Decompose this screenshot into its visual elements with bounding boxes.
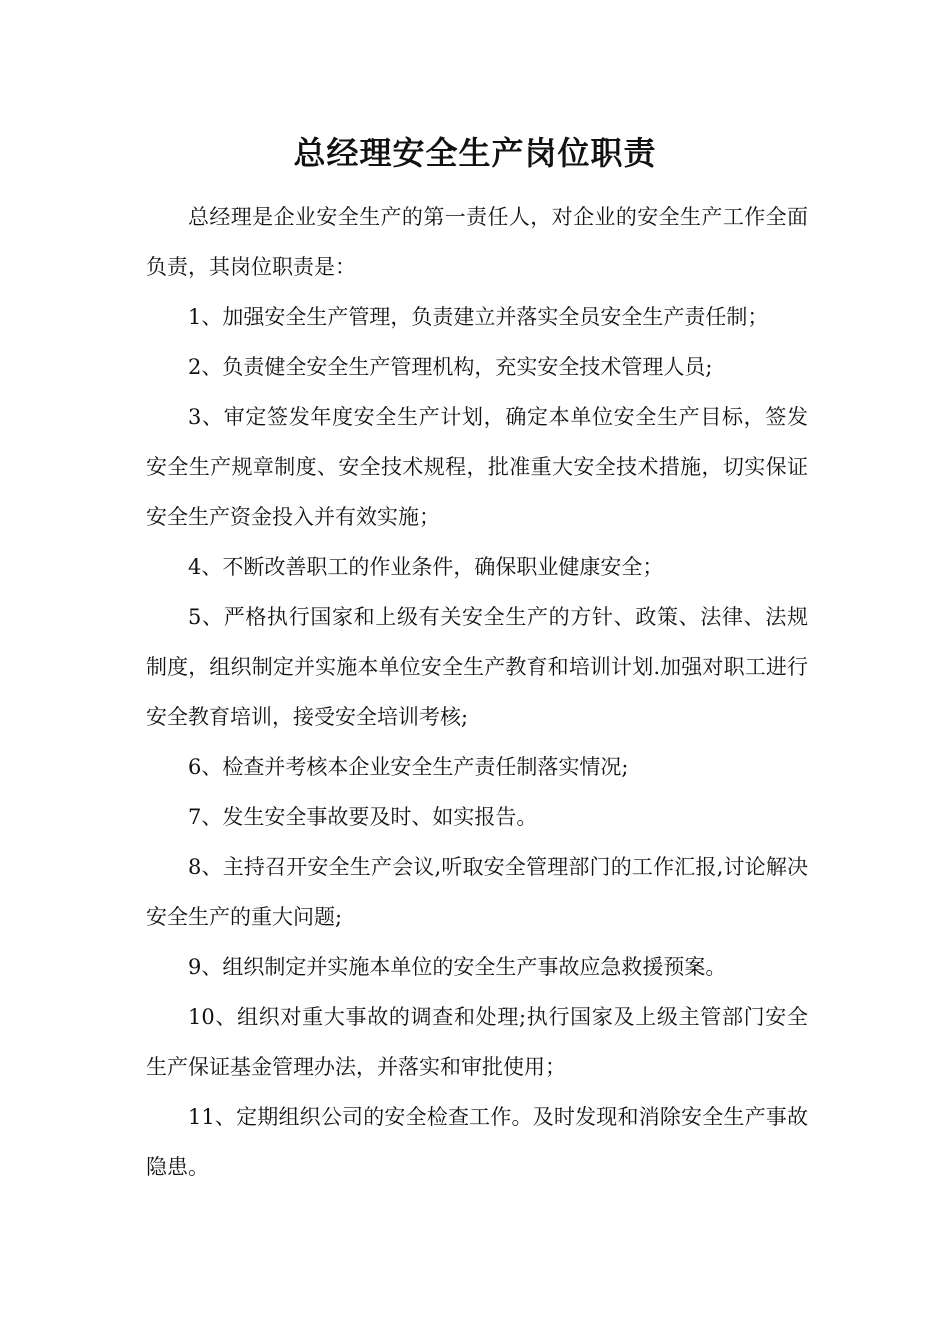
intro-paragraph: 总经理是企业安全生产的第一责任人，对企业的安全生产工作全面负责，其岗位职责是： <box>146 205 808 279</box>
duty-item-8: 8、主持召开安全生产会议,听取安全管理部门的工作汇报,讨论解决安全生产的重大问题; <box>146 855 808 929</box>
duty-item-10: 10、组织对重大事故的调查和处理;执行国家及上级主管部门安全生产保证基金管理办法，并落实和审批使用； <box>146 1005 808 1079</box>
duty-item-3: 3、审定签发年度安全生产计划，确定本单位安全生产目标，签发安全生产规章制度、安全技术规程，批准重大安全技术措施，切实保证安全生产资金投入并有效实施； <box>146 405 808 529</box>
duty-item-2: 2、负责健全安全生产管理机构，充实安全技术管理人员; <box>188 355 713 379</box>
duty-item-9: 9、组织制定并实施本单位的安全生产事故应急救援预案。 <box>188 955 727 979</box>
document-body <box>146 192 808 1192</box>
duty-item-11: 11、定期组织公司的安全检查工作。及时发现和消除安全生产事故隐患。 <box>146 1105 808 1179</box>
duty-item-1: 1、加强安全生产管理，负责建立并落实全员安全生产责任制； <box>188 305 769 329</box>
document-title: 总经理安全生产岗位职责 <box>293 134 657 172</box>
duty-item-6: 6、检查并考核本企业安全生产责任制落实情况; <box>188 755 629 779</box>
duty-item-7: 7、发生安全事故要及时、如实报告。 <box>188 805 538 829</box>
duty-item-5: 5、严格执行国家和上级有关安全生产的方针、政策、法律、法规制度，组织制定并实施本单位安全生产教育和培训计划.加强对职工进行安全教育培训，接受安全培训考核; <box>146 605 808 729</box>
duty-item-4: 4、不断改善职工的作业条件，确保职业健康安全； <box>188 555 664 579</box>
